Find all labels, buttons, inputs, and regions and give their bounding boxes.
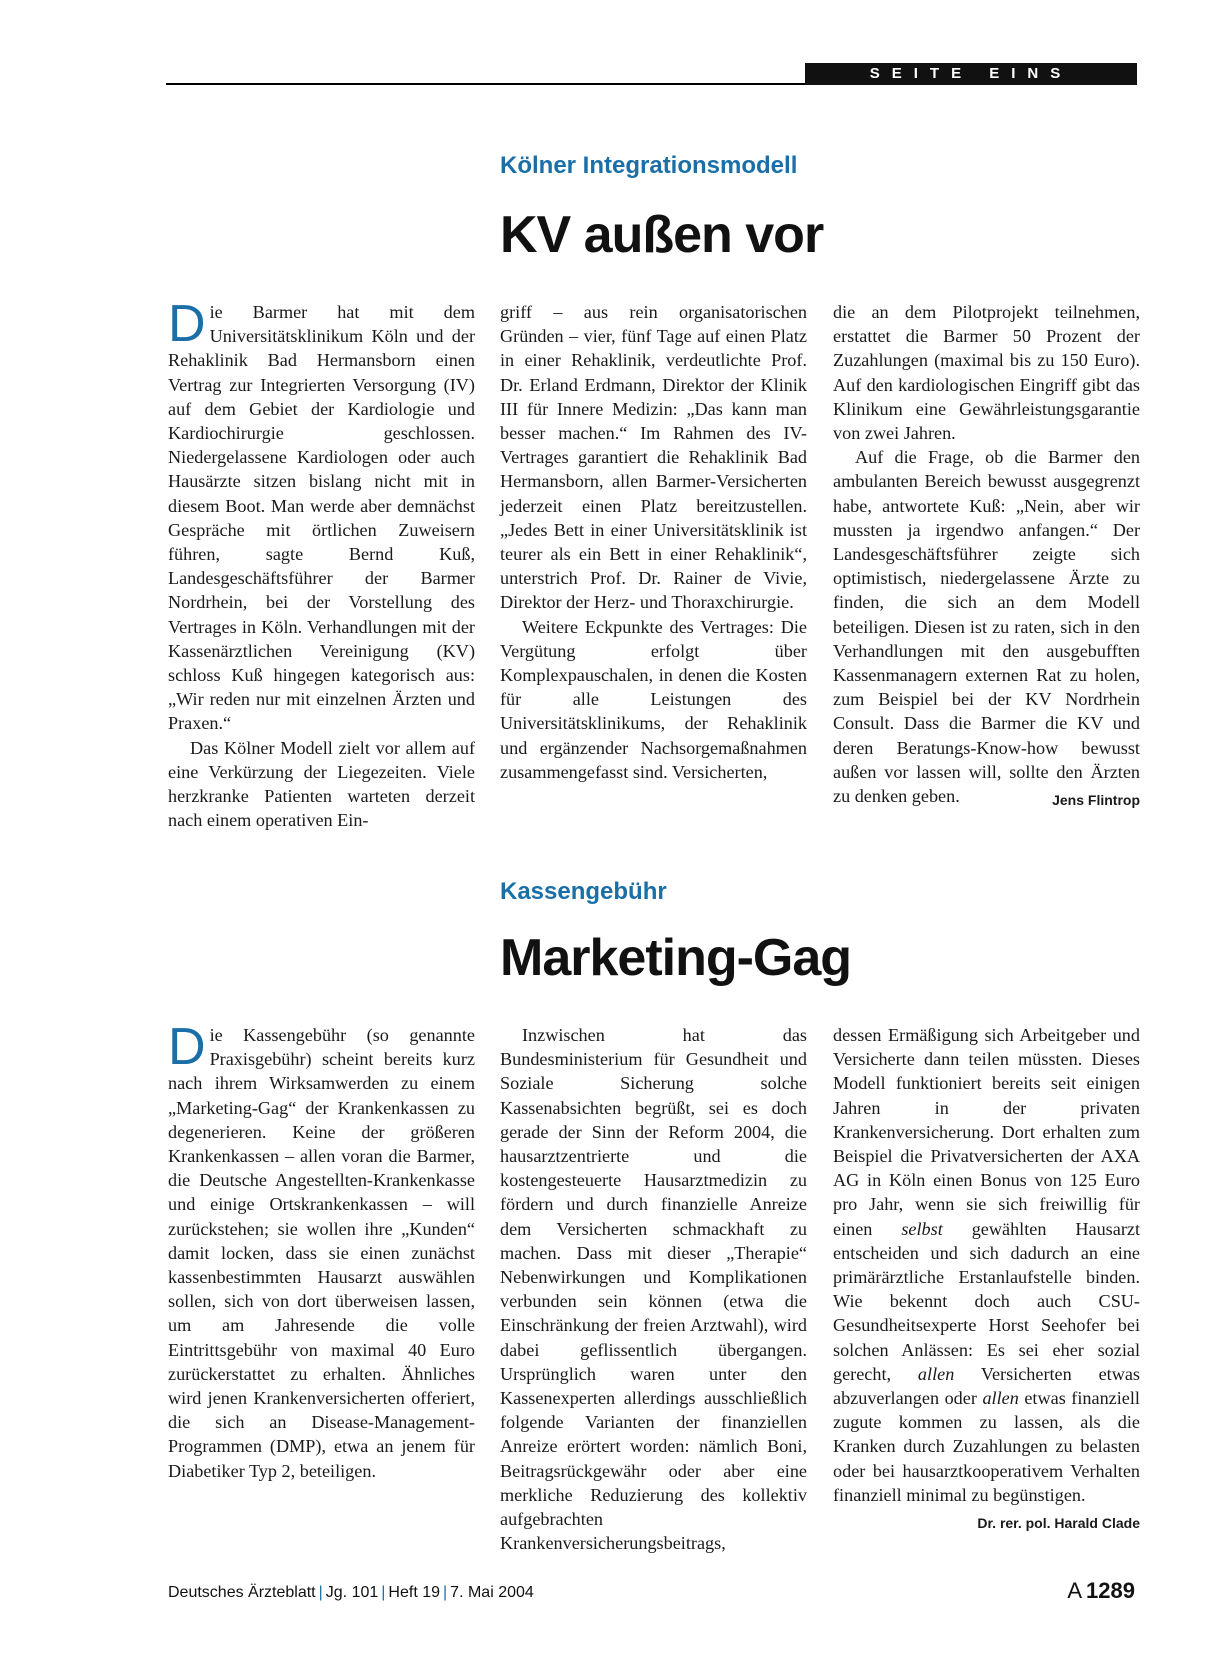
footer-citation — [168, 1584, 534, 1602]
journal-name: Deutsches Ärzteblatt — [168, 1584, 316, 1601]
article2-column-2 — [500, 1023, 807, 1555]
paragraph-text: ie Kassengebühr (so genannte Praxisgebühr) scheint bereits kurz nach ihrem Wirksamwerden zu einem „Marketing-Gag“ der Krankenkassen zu degenerieren. Keine der größeren Krankenkassen – allen voran die Barmer, die Deutsche Angestellten-Krankenkasse und einige Ortskrankenkassen – will zurückstehen; sie wollen ihre „Kunden“ damit locken, dass sie einen zunächst kassenbestimmten Hausarzt auswählen sollen, sich von dort überweisen lassen, um am Jahresende die volle Eintrittsgebühr von maximal 40 Euro zurückerstattet zu erhalten. Ähnliches wird jenen Krankenversicherten offeriert, die sich an Disease-Management-Programmen (DMP), etwa an jenem für Diabetiker Typ 2, beteiligen. — [168, 1025, 475, 1481]
section-tag: SEITE EINS — [805, 63, 1137, 85]
byline: Dr. rer. pol. Harald Clade — [977, 1515, 1140, 1532]
page-number-value: 1289 — [1086, 1578, 1135, 1603]
emphasis-text: allen — [982, 1388, 1019, 1409]
article2-paragraph — [833, 1023, 1141, 1532]
page-prefix: A — [1067, 1578, 1083, 1603]
article1-kicker: Kölner Integrationsmodell — [500, 152, 798, 179]
paragraph-text: dessen Ermäßigung sich Arbeitgeber und Versicherte dann teilen müssten. Dieses Modell funktioniert bereits seit einigen Jahren in der privaten Krankenversicherung. Dort erhalten zum Beispiel die Privatversicherten der AXA AG in Köln einen Bonus von 125 Euro pro Jahr, wenn sie sich freiwillig für einen — [833, 1025, 1140, 1239]
dropcap: D — [168, 295, 206, 353]
separator: | — [443, 1584, 448, 1601]
paragraph-text: Versicherten etwas abzuverlangen oder — [833, 1363, 1140, 1409]
article1-column-3 — [833, 300, 1140, 812]
article2-column-3 — [833, 1023, 1140, 1535]
article2-paragraph — [168, 1018, 475, 1483]
emphasis-text: allen — [917, 1363, 955, 1384]
date: 7. Mai 2004 — [450, 1584, 534, 1601]
article1-paragraph: Weitere Eckpunkte des Vertrages: Die Vergütung erfolgt über Komplexpauschalen, in denen die Kosten für alle Leistungen des Universitätsklinikums, der Rehaklinik und ergänzender Nachsorgemaßnahmen zusammengefasst sind. Versicherten, — [500, 616, 807, 782]
paragraph-text: etwas finanziell zugute kommen zu lassen, als die Kranken durch Zuzahlungen zu belasten oder bei hausarztkooperativem Verhalten finanziell minimal zu begünstigen. — [833, 1388, 1140, 1505]
article1-paragraph: Das Kölner Modell zielt vor allem auf eine Verkürzung der Liegezeiten. Viele herzkranke Patienten warteten derzeit nach einem operativen Ein- — [168, 737, 475, 831]
page-number — [1067, 1578, 1135, 1604]
article1-column-1 — [168, 295, 475, 832]
article2-kicker: Kassengebühr — [500, 878, 667, 905]
article1-column-2 — [500, 300, 807, 784]
emphasis-text: selbst — [901, 1218, 943, 1239]
article2-paragraph: Inzwischen hat das Bundesministerium für Gesundheit und Soziale Sicherung solche Kassenabsichten begrüßt, sei es doch gerade der Sinn der Reform 2004, die hausarztzentrierte und die kostengesteuerte Hausarztmedizin zu fördern und durch finanzielle Anreize dem Versicherten schmackhaft zu machen. Dass mit dieser „Therapie“ Nebenwirkungen und Komplikationen verbunden sein können (etwa die Einschränkung der freien Arztwahl), wird dabei geflissentlich übergangen. Ursprünglich waren unter den Kassenexperten allerdings ausschließlich folgende Varianten der finanziellen Anreize erörtert worden: nämlich Boni, Beitragsrückgewähr oder aber eine merkliche Reduzierung des kollektiv aufgebrachten Krankenversicherungsbeitrags, — [500, 1025, 807, 1554]
separator: | — [318, 1584, 323, 1601]
article1-paragraph — [168, 295, 475, 736]
issue: Heft 19 — [388, 1584, 441, 1601]
article1-headline: KV außen vor — [500, 206, 824, 264]
article1-paragraph: griff – aus rein organisatorischen Gründen – vier, fünf Tage auf einen Platz in einer Rehaklinik, verdeutlichte Prof. Dr. Erland Erdmann, Direktor der Klinik III für Innere Medizin: „Das kann man besser machen.“ Im Rahmen des IV-Vertrages garantiert die Rehaklinik Bad Hermansborn, allen Barmer-Versicherten jederzeit einen Platz bereitzustellen. „Jedes Bett in einer Universitätsklinik ist teurer als ein Bett in einer Rehaklinik“, unterstrich Prof. Dr. Rainer de Vivie, Direktor der Herz- und Thoraxchirurgie. — [500, 302, 807, 613]
paragraph-text: Auf die Frage, ob die Barmer den ambulanten Bereich bewusst ausgegrenzt habe, antwortete Kuß: „Nein, aber wir mussten ja irgendwo anfangen.“ Der Landesgeschäftsführer zeigte sich optimistisch, niedergelassene Ärzte zu finden, die sich an dem Modell beteiligen. Diesen ist zu raten, sich in den Verhandlungen mit den ausgebufften Kassenmanagern externen Rat zu holen, zum Beispiel bei der KV Nordrhein Consult. Dass die Barmer die KV und deren Beratungs-Know-how bewusst außen vor lassen will, sollte den Ärzten zu denken geben. — [833, 447, 1140, 807]
article2-headline: Marketing-Gag — [500, 929, 852, 987]
separator: | — [381, 1584, 386, 1601]
paragraph-text: gewählten Hausarzt entscheiden und sich dadurch an eine primärärztliche Erstanlaufstelle binden. Wie bekennt doch auch CSU-Gesundheitsexperte Horst Seehofer bei solchen Anlässen: Es sei eher sozial gerecht, — [833, 1218, 1141, 1384]
article2-column-1 — [168, 1018, 475, 1483]
paragraph-text: ie Barmer hat mit dem Universitätsklinikum Köln und der Rehaklinik Bad Hermansborn einen Vertrag zur Integrierten Versorgung (IV) auf dem Gebiet der Kardiologie und Kardiochirurgie geschlossen. Niedergelassene Kardiologen oder auch Hausärzte sitzen bislang nicht mit in diesem Boot. Man werde aber demnächst Gespräche mit örtlichen Zuweisern führen, sagte Bernd Kuß, Landesgeschäftsführer der Barmer Nordrhein, bei der Vorstellung des Vertrages in Köln. Verhandlungen mit der Kassenärztlichen Vereinigung (KV) schloss Kuß hingegen kategorisch aus: „Wir reden nur mit einzelnen Ärzten und Praxen.“ — [168, 302, 475, 734]
byline: Jens Flintrop — [1052, 792, 1140, 809]
dropcap: D — [168, 1018, 206, 1076]
article1-paragraph — [833, 445, 1140, 808]
article1-paragraph: die an dem Pilotprojekt teilnehmen, erstattet die Barmer 50 Prozent der Zuzahlungen (maximal bis zu 150 Euro). Auf den kardiologischen Eingriff gibt das Klinikum eine Gewährleistungsgarantie von zwei Jahren. — [833, 302, 1140, 444]
volume: Jg. 101 — [325, 1584, 379, 1601]
